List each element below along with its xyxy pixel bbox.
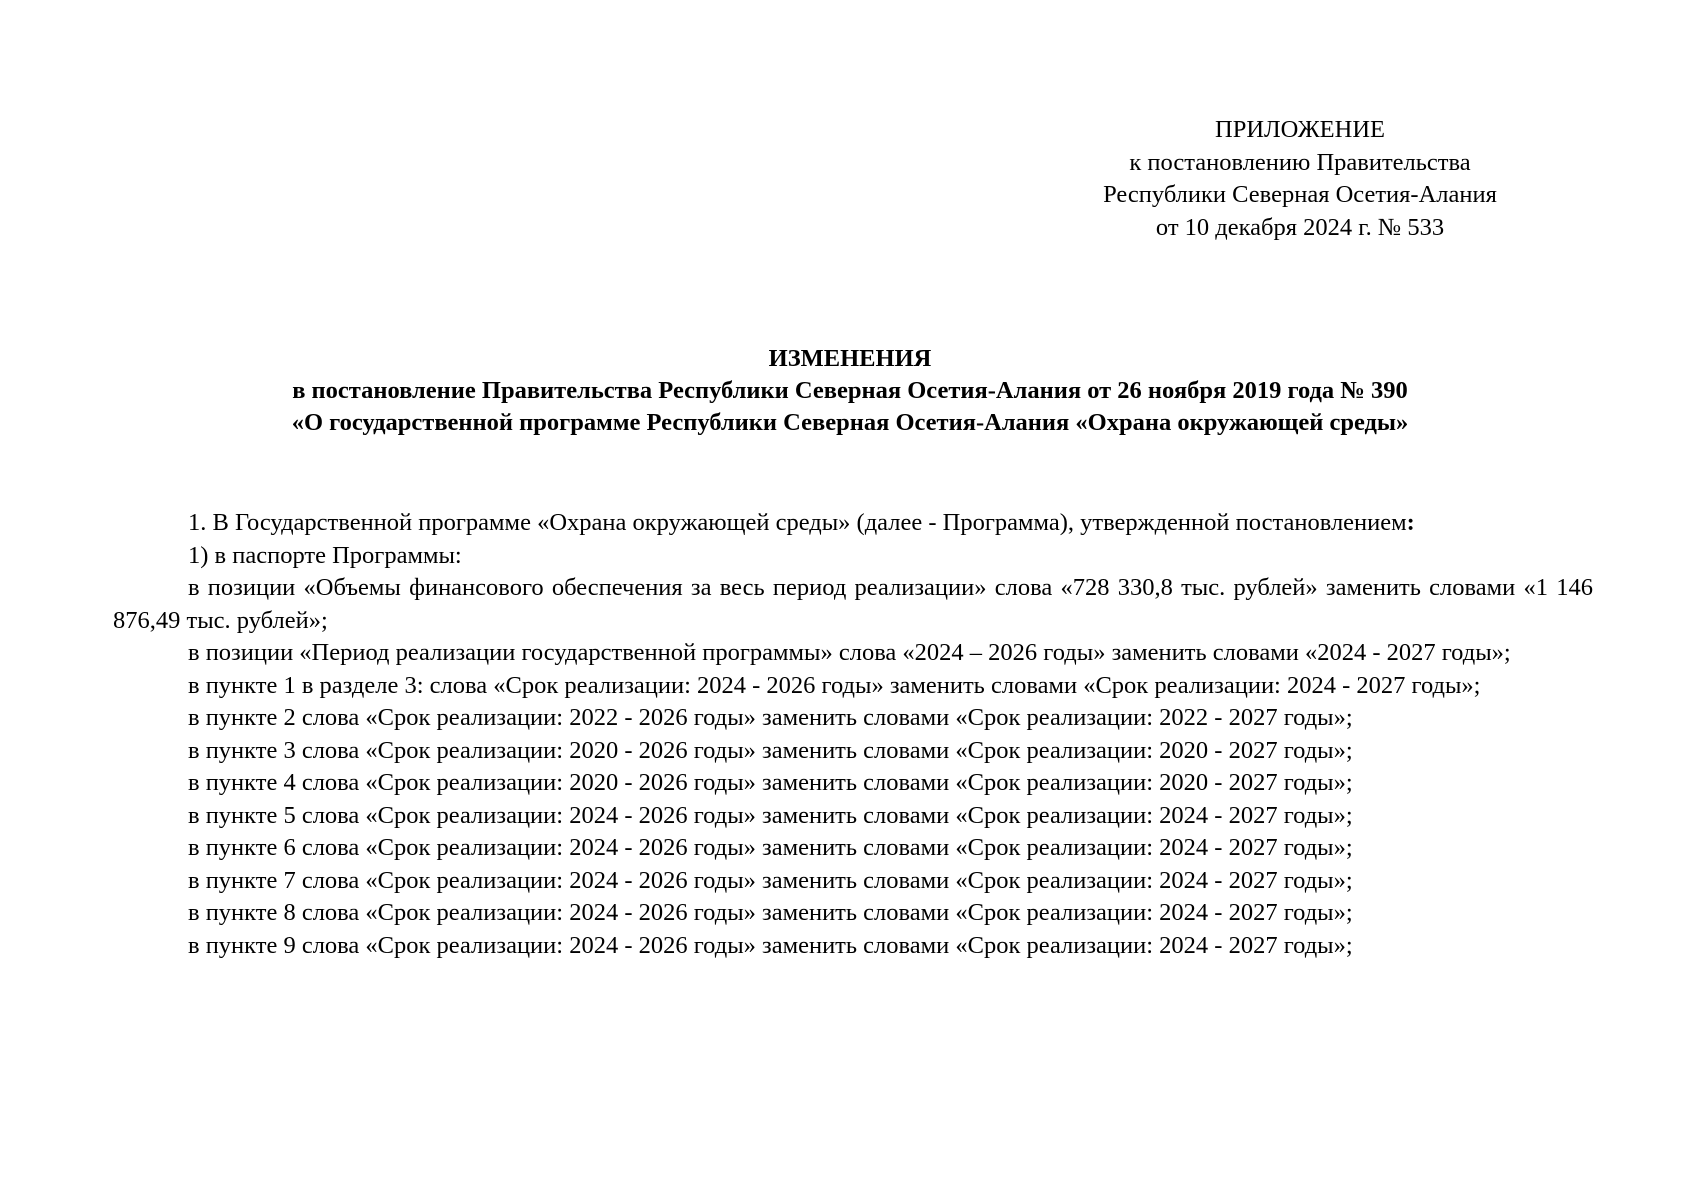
paragraph-13: в пункте 9 слова «Срок реализации: 2024 - 2026 годы» заменить словами «Срок реализации: 2024 - 2027 годы»; <box>188 931 1353 959</box>
heading-program-name: «О государственной программе Республики Северная Осетия-Алания «Охрана окружающей среды» <box>291 409 1409 436</box>
paragraph-6: в пункте 2 слова «Срок реализации: 2022 - 2026 годы» заменить словами «Срок реализации: 2022 - 2027 годы»; <box>188 704 1353 731</box>
paragraph-5: в пункте 1 в разделе 3: слова «Срок реализации: 2024 - 2026 годы» заменить словами «Срок реализации: 2024 - 2027 годы»; <box>188 671 1481 699</box>
paragraph-1-colon: : <box>1406 509 1415 536</box>
document-body <box>113 507 1593 962</box>
paragraph-3: в позиции «Объемы финансового обеспечения за весь период реализации» слова «728 330,8 тыс. рублей» заменить словами «1 146 876,49 тыс. рублей»; <box>113 574 1593 634</box>
heading-subject: в постановление Правительства Республики Северная Осетия-Алания от 26 ноября 2019 года № 390 <box>292 377 1408 404</box>
appendix-block <box>1100 114 1500 244</box>
paragraph-4: в позиции «Период реализации государственной программы» слова «2024 – 2026 годы» заменить словами «2024 - 2027 годы»; <box>188 639 1511 666</box>
paragraph-10: в пункте 6 слова «Срок реализации: 2024 - 2026 годы» заменить словами «Срок реализации: 2024 - 2027 годы»; <box>188 834 1353 861</box>
appendix-republic: Республики Северная Осетия-Алания <box>1103 181 1497 208</box>
paragraph-11: в пункте 7 слова «Срок реализации: 2024 - 2026 годы» заменить словами «Срок реализации: 2024 - 2027 годы»; <box>188 866 1353 894</box>
paragraph-2: 1) в паспорте Программы: <box>188 541 462 569</box>
heading-title: ИЗМЕНЕНИЯ <box>768 345 932 372</box>
paragraph-1 <box>113 507 1593 540</box>
document-heading <box>150 343 1550 439</box>
paragraph-1-text: 1. В Государственной программе «Охрана окружающей среды» (далее - Программа), утвержденной постановлением <box>188 509 1407 536</box>
paragraph-7: в пункте 3 слова «Срок реализации: 2020 - 2026 годы» заменить словами «Срок реализации: 2020 - 2027 годы»; <box>188 736 1353 764</box>
paragraph-8: в пункте 4 слова «Срок реализации: 2020 - 2026 годы» заменить словами «Срок реализации: 2020 - 2027 годы»; <box>188 769 1353 796</box>
appendix-date-number: от 10 декабря 2024 г. № 533 <box>1155 213 1445 241</box>
appendix-reference: к постановлению Правительства <box>1129 148 1471 176</box>
paragraph-9: в пункте 5 слова «Срок реализации: 2024 - 2026 годы» заменить словами «Срок реализации: 2024 - 2027 годы»; <box>188 801 1353 829</box>
appendix-title: ПРИЛОЖЕНИЕ <box>1215 116 1385 143</box>
paragraph-12: в пункте 8 слова «Срок реализации: 2024 - 2026 годы» заменить словами «Срок реализации: 2024 - 2027 годы»; <box>188 899 1353 926</box>
